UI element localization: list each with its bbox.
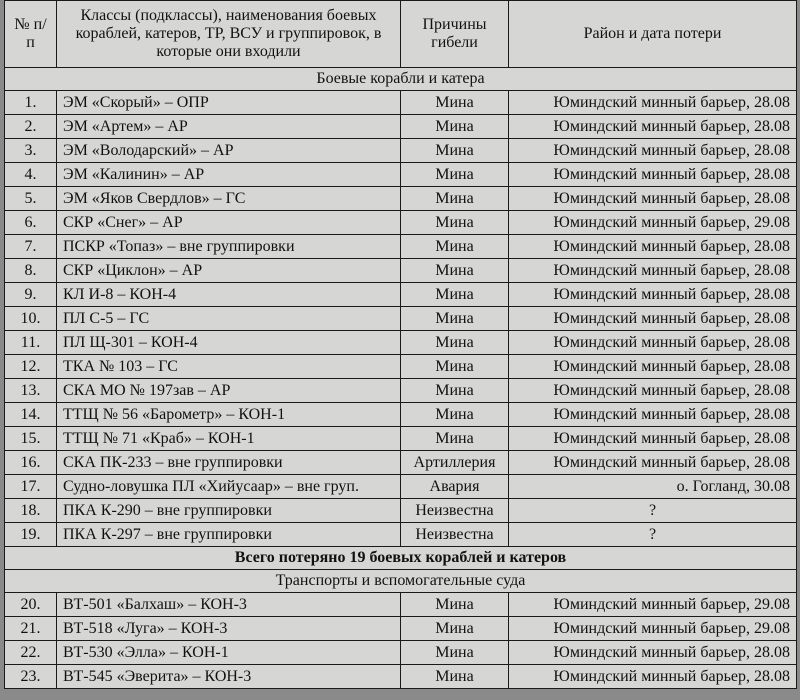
vessel-name: ПСКР «Топаз» – вне группировки xyxy=(57,235,401,259)
row-number: 4. xyxy=(5,163,57,187)
loss-cause: Мина xyxy=(401,617,509,641)
table-row xyxy=(5,331,797,355)
table-row xyxy=(5,355,797,379)
row-number: 1. xyxy=(5,91,57,115)
vessel-name: ЭМ «Скорый» – ОПР xyxy=(57,91,401,115)
vessel-name: ПЛ Щ-301 – КОН-4 xyxy=(57,331,401,355)
table-row xyxy=(5,187,797,211)
loss-place-date: Юминдский минный барьер, 28.08 xyxy=(509,355,797,379)
vessel-name: ПЛ С-5 – ГС xyxy=(57,307,401,331)
table-row xyxy=(5,451,797,475)
section-transport-title: Транспорты и вспомогательные суда xyxy=(5,570,797,593)
loss-place-date: Юминдский минный барьер, 28.08 xyxy=(509,665,797,689)
row-number: 8. xyxy=(5,259,57,283)
table-row xyxy=(5,403,797,427)
row-number: 11. xyxy=(5,331,57,355)
table-row xyxy=(5,235,797,259)
table-row xyxy=(5,91,797,115)
loss-cause: Мина xyxy=(401,379,509,403)
vessel-name: ВТ-518 «Луга» – КОН-3 xyxy=(57,617,401,641)
vessel-name: ТТЩ № 56 «Барометр» – КОН-1 xyxy=(57,403,401,427)
table-row xyxy=(5,115,797,139)
section-combat-title: Боевые корабли и катера xyxy=(5,68,797,91)
vessel-name: ВТ-501 «Балхаш» – КОН-3 xyxy=(57,593,401,617)
loss-place-date: Юминдский минный барьер, 28.08 xyxy=(509,403,797,427)
vessel-name: ЭМ «Артем» – АР xyxy=(57,115,401,139)
row-number: 13. xyxy=(5,379,57,403)
table-row xyxy=(5,641,797,665)
row-number: 15. xyxy=(5,427,57,451)
row-number: 16. xyxy=(5,451,57,475)
vessel-name: ЭМ «Володарский» – АР xyxy=(57,139,401,163)
row-number: 3. xyxy=(5,139,57,163)
vessel-name: СКА МО № 197зав – АР xyxy=(57,379,401,403)
loss-place-date: Юминдский минный барьер, 28.08 xyxy=(509,139,797,163)
loss-place-date: Юминдский минный барьер, 28.08 xyxy=(509,379,797,403)
table-row xyxy=(5,499,797,523)
loss-cause: Мина xyxy=(401,235,509,259)
vessel-name: Судно-ловушка ПЛ «Хийусаар» – вне груп. xyxy=(57,475,401,499)
loss-place-date: Юминдский минный барьер, 28.08 xyxy=(509,163,797,187)
loss-cause: Мина xyxy=(401,641,509,665)
loss-cause: Мина xyxy=(401,91,509,115)
vessel-name: ПКА К-290 – вне группировки xyxy=(57,499,401,523)
loss-cause: Артиллерия xyxy=(401,451,509,475)
table-row xyxy=(5,259,797,283)
header-name: Классы (подклассы), наименования боевых кораблей, катеров, ТР, ВСУ и группировок, в которые они входили xyxy=(57,1,401,68)
loss-cause: Неизвестна xyxy=(401,523,509,547)
vessel-name: ТКА № 103 – ГС xyxy=(57,355,401,379)
loss-place-date: Юминдский минный барьер, 28.08 xyxy=(509,115,797,139)
table-row xyxy=(5,665,797,689)
table-row xyxy=(5,379,797,403)
loss-cause: Мина xyxy=(401,163,509,187)
loss-cause: Мина xyxy=(401,139,509,163)
vessel-name: ВТ-530 «Элла» – КОН-1 xyxy=(57,641,401,665)
table-row xyxy=(5,475,797,499)
row-number: 17. xyxy=(5,475,57,499)
vessel-name: ВТ-545 «Эверита» – КОН-3 xyxy=(57,665,401,689)
table-row xyxy=(5,593,797,617)
row-number: 9. xyxy=(5,283,57,307)
loss-cause: Мина xyxy=(401,211,509,235)
loss-place-date: Юминдский минный барьер, 29.08 xyxy=(509,593,797,617)
section-transport-row xyxy=(5,570,797,593)
loss-cause: Мина xyxy=(401,593,509,617)
loss-place-date: Юминдский минный барьер, 28.08 xyxy=(509,307,797,331)
total-row xyxy=(5,547,797,570)
loss-cause: Авария xyxy=(401,475,509,499)
table-row xyxy=(5,523,797,547)
loss-cause: Мина xyxy=(401,403,509,427)
table-row xyxy=(5,283,797,307)
row-number: 23. xyxy=(5,665,57,689)
row-number: 19. xyxy=(5,523,57,547)
row-number: 20. xyxy=(5,593,57,617)
loss-place-date: о. Гогланд, 30.08 xyxy=(509,475,797,499)
vessel-name: СКР «Снег» – АР xyxy=(57,211,401,235)
row-number: 2. xyxy=(5,115,57,139)
table-header-row xyxy=(5,1,797,68)
vessel-name: СКА ПК-233 – вне группировки xyxy=(57,451,401,475)
loss-place-date: ? xyxy=(509,499,797,523)
loss-cause: Мина xyxy=(401,307,509,331)
row-number: 21. xyxy=(5,617,57,641)
loss-place-date: Юминдский минный барьер, 28.08 xyxy=(509,641,797,665)
loss-cause: Неизвестна xyxy=(401,499,509,523)
table-row xyxy=(5,211,797,235)
table-row xyxy=(5,139,797,163)
loss-place-date: Юминдский минный барьер, 28.08 xyxy=(509,331,797,355)
header-place: Район и дата потери xyxy=(509,1,797,68)
loss-cause: Мина xyxy=(401,283,509,307)
loss-place-date: Юминдский минный барьер, 28.08 xyxy=(509,91,797,115)
loss-place-date: ? xyxy=(509,523,797,547)
table-row xyxy=(5,427,797,451)
loss-cause: Мина xyxy=(401,187,509,211)
row-number: 18. xyxy=(5,499,57,523)
row-number: 6. xyxy=(5,211,57,235)
row-number: 7. xyxy=(5,235,57,259)
table-row xyxy=(5,163,797,187)
loss-place-date: Юминдский минный барьер, 28.08 xyxy=(509,187,797,211)
vessel-name: КЛ И-8 – КОН-4 xyxy=(57,283,401,307)
loss-cause: Мина xyxy=(401,115,509,139)
section-combat-row xyxy=(5,68,797,91)
loss-cause: Мина xyxy=(401,665,509,689)
row-number: 12. xyxy=(5,355,57,379)
loss-place-date: Юминдский минный барьер, 28.08 xyxy=(509,427,797,451)
losses-table xyxy=(4,0,797,689)
loss-place-date: Юминдский минный барьер, 28.08 xyxy=(509,235,797,259)
loss-cause: Мина xyxy=(401,427,509,451)
row-number: 5. xyxy=(5,187,57,211)
loss-place-date: Юминдский минный барьер, 29.08 xyxy=(509,211,797,235)
loss-place-date: Юминдский минный барьер, 28.08 xyxy=(509,451,797,475)
vessel-name: ТТЩ № 71 «Краб» – КОН-1 xyxy=(57,427,401,451)
header-num: № п/п xyxy=(5,1,57,68)
row-number: 22. xyxy=(5,641,57,665)
row-number: 14. xyxy=(5,403,57,427)
vessel-name: ЭМ «Яков Свердлов» – ГС xyxy=(57,187,401,211)
vessel-name: ПКА К-297 – вне группировки xyxy=(57,523,401,547)
table-row xyxy=(5,617,797,641)
table-row xyxy=(5,307,797,331)
loss-cause: Мина xyxy=(401,331,509,355)
loss-place-date: Юминдский минный барьер, 29.08 xyxy=(509,617,797,641)
loss-cause: Мина xyxy=(401,355,509,379)
loss-cause: Мина xyxy=(401,259,509,283)
vessel-name: ЭМ «Калинин» – АР xyxy=(57,163,401,187)
row-number: 10. xyxy=(5,307,57,331)
header-cause: Причины гибели xyxy=(401,1,509,68)
loss-place-date: Юминдский минный барьер, 28.08 xyxy=(509,283,797,307)
loss-place-date: Юминдский минный барьер, 28.08 xyxy=(509,259,797,283)
vessel-name: СКР «Циклон» – АР xyxy=(57,259,401,283)
total-label: Всего потеряно 19 боевых кораблей и катеров xyxy=(5,547,797,570)
